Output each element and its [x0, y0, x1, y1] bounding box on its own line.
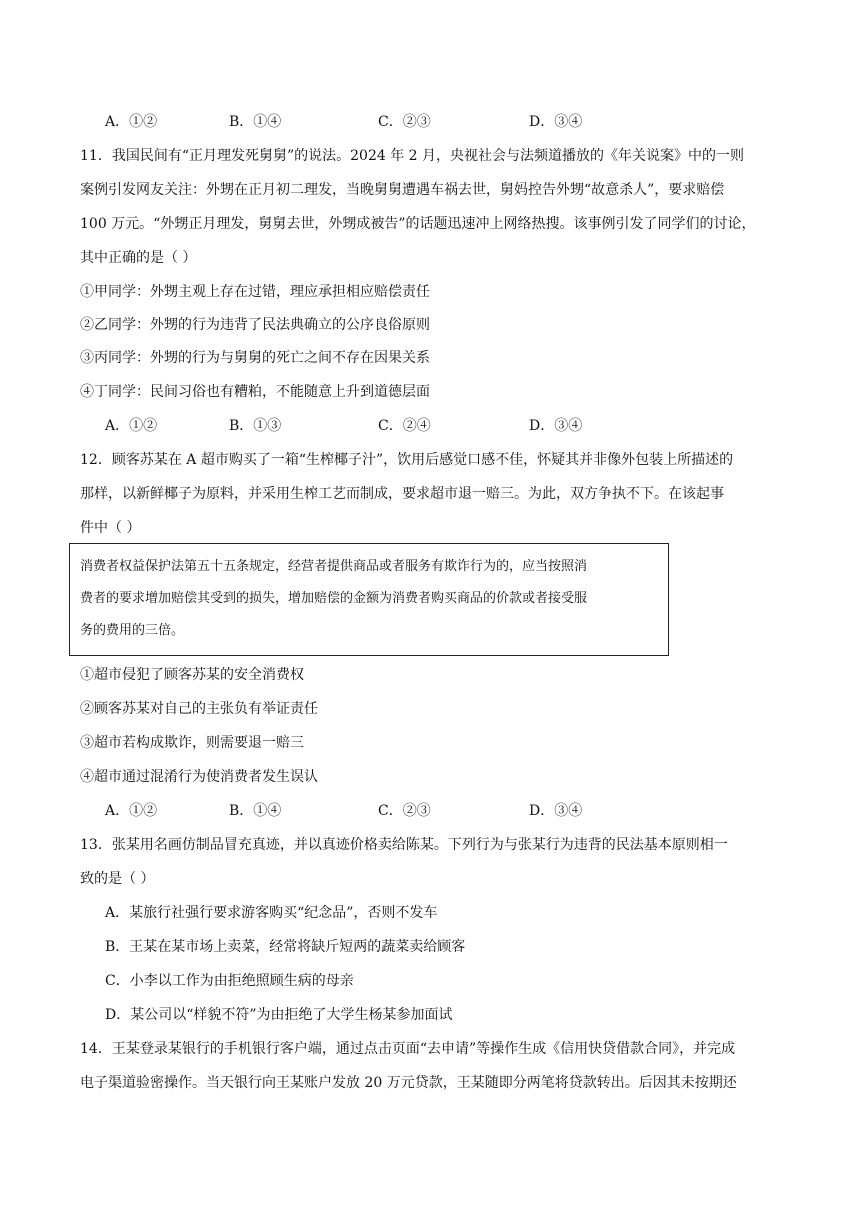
q12-statement-4: ④超市通过混淆行为使消费者发生误认 [80, 769, 318, 785]
q12-statement-1: ①超市侵犯了顾客苏某的安全消费权 [80, 667, 304, 683]
q12-option-b: B．①④ [229, 803, 282, 819]
q13-choice-d: D．某公司以“样貌不符”为由拒绝了大学生杨某参加面试 [105, 1007, 453, 1023]
law-quote-line-3: 务的费用的三倍。 [80, 623, 185, 638]
q11-option-c: C．②④ [378, 418, 431, 434]
q12-stem-line-3: 件中（ ） [80, 520, 141, 536]
q12-option-d: D．③④ [529, 803, 583, 819]
q11-stem-line-4: 其中正确的是（ ） [80, 250, 197, 266]
q10-option-d: D．③④ [529, 114, 583, 130]
q10-option-b: B．①④ [229, 114, 282, 130]
q12-stem-line-2: 那样，以新鲜椰子为原料，并采用生榨工艺而制成，要求超市退一赔三。为此，双方争执不下。在该起事 [80, 486, 724, 502]
q12-statement-2: ②顾客苏某对自己的主张负有举证责任 [80, 701, 318, 717]
law-quote-line-1: 消费者权益保护法第五十五条规定，经营者提供商品或者服务有欺诈行为的，应当按照消 [80, 559, 588, 574]
law-quote-line-2: 费者的要求增加赔偿其受到的损失，增加赔偿的金额为消费者购买商品的价款或者接受服 [80, 591, 588, 606]
q10-option-c: C．②③ [378, 114, 431, 130]
q13-stem-line-1: 13．张某用名画仿制品冒充真迹，并以真迹价格卖给陈某。下列行为与张某行为违背的民法基本原则相一 [80, 837, 728, 853]
q14-stem-line-1: 14．王某登录某银行的手机银行客户端，通过点击页面“去申请”等操作生成《信用快贷借款合同》，并完成 [80, 1041, 736, 1057]
q11-option-a: A．①② [105, 418, 158, 434]
q12-option-a: A．①② [105, 803, 158, 819]
q12-statement-3: ③超市若构成欺诈，则需要退一赔三 [80, 735, 304, 751]
q11-statement-4: ④丁同学：民间习俗也有糟粕，不能随意上升到道德层面 [80, 384, 430, 400]
q13-stem-line-2: 致的是（ ） [80, 871, 155, 887]
q11-stem-line-2: 案例引发网友关注：外甥在正月初二理发，当晚舅舅遭遇车祸去世，舅妈控告外甥“故意杀人”，要求赔偿 [80, 182, 725, 198]
law-quote-box [69, 543, 669, 656]
q11-option-d: D．③④ [529, 418, 583, 434]
q13-choice-a: A．某旅行社强行要求游客购买“纪念品”，否则不发车 [105, 905, 438, 921]
q11-stem-line-1: 11．我国民间有“正月理发死舅舅”的说法。2024 年 2 月，央视社会与法频道播放的《年关说案》中的一则 [80, 148, 745, 164]
q10-option-a: A．①② [105, 114, 158, 130]
q11-statement-3: ③丙同学：外甥的行为与舅舅的死亡之间不存在因果关系 [80, 350, 430, 366]
q11-stem-line-3: 100 万元。“外甥正月理发，舅舅去世，外甥成被告”的话题迅速冲上网络热搜。该事例引发了同学们的讨论， [80, 216, 756, 232]
q14-stem-line-2: 电子渠道验密操作。当天银行向王某账户发放 20 万元贷款，王某随即分两笔将贷款转出。后因其未按期还 [80, 1075, 737, 1091]
q12-stem-line-1: 12．顾客苏某在 A 超市购买了一箱“生榨椰子汁”，饮用后感觉口感不佳，怀疑其并非像外包装上所描述的 [80, 452, 734, 468]
q11-option-b: B．①③ [229, 418, 282, 434]
q12-option-c: C．②③ [378, 803, 431, 819]
q11-statement-2: ②乙同学：外甥的行为违背了民法典确立的公序良俗原则 [80, 317, 430, 333]
q13-choice-c: C．小李以工作为由拒绝照顾生病的母亲 [105, 973, 354, 989]
q13-choice-b: B．王某在某市场上卖菜，经常将缺斤短两的蔬菜卖给顾客 [105, 939, 466, 955]
q11-statement-1: ①甲同学：外甥主观上存在过错，理应承担相应赔偿责任 [80, 284, 430, 300]
